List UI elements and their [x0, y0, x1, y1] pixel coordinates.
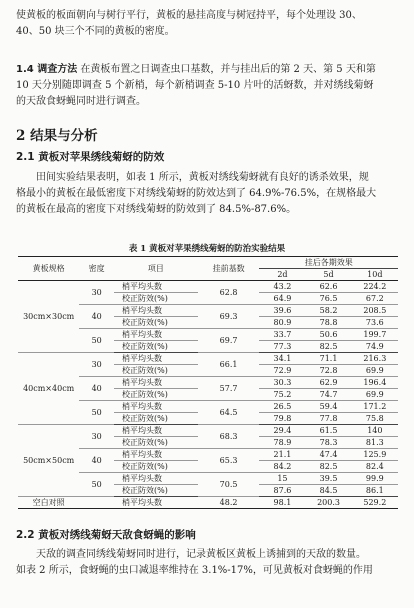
base-cell: 70.5: [198, 473, 260, 497]
text-line: 如表 2 所示，食蚜蝇的虫口减退率维持在 3.1%-17%，可见黄板对食蚜蝇的作用: [16, 565, 373, 576]
item-cell: 梢平均头数: [114, 329, 198, 341]
base-cell: 65.3: [198, 449, 260, 473]
value-cell: 80.9: [259, 317, 305, 329]
header-5d: 5d: [323, 269, 334, 279]
header-density: 密度: [88, 263, 105, 273]
item-cell: 校正防效(%): [114, 437, 198, 449]
value-cell: 29.4: [259, 425, 305, 437]
value-cell: 196.4: [352, 377, 398, 389]
density-cell: 30: [79, 353, 114, 377]
value-cell: 73.6: [352, 317, 398, 329]
value-cell: 74.9: [352, 341, 398, 353]
base-cell: 48.2: [219, 497, 238, 507]
value-cell: 62.9: [305, 377, 351, 389]
text-line: 天敌的调查同绣线菊蚜同时进行，记录黄板区黄板上诱捕到的天敌的数量。: [36, 549, 366, 560]
value-cell: 62.6: [305, 281, 351, 293]
item-cell: 梢平均头数: [114, 281, 198, 293]
value-cell: 75.2: [259, 389, 305, 401]
value-cell: 69.9: [352, 389, 398, 401]
value-cell: 71.1: [305, 353, 351, 365]
base-cell: 64.5: [198, 401, 260, 425]
spec-cell: 40cm×40cm: [18, 353, 79, 425]
table-caption: 表 1 黄板对苹果绣线菊蚜的防治实验结果: [128, 244, 286, 254]
value-cell: 47.4: [305, 449, 351, 461]
density-cell: 30: [79, 425, 114, 449]
density-cell: 50: [79, 401, 114, 425]
spec-cell: 30cm×30cm: [18, 281, 79, 353]
value-cell: 125.9: [352, 449, 398, 461]
base-cell: 57.7: [198, 377, 260, 401]
section-1-4-paragraph: [16, 62, 400, 110]
text-line: 的天敌食蚜蝇同时进行调查。: [16, 96, 146, 107]
value-cell: 77.3: [259, 341, 305, 353]
value-cell: 34.1: [259, 353, 305, 365]
value-cell: 30.3: [259, 377, 305, 389]
section-1-4-heading: 1.4 调查方法: [16, 64, 78, 75]
header-2d: 2d: [277, 269, 288, 279]
value-cell: 26.5: [259, 401, 305, 413]
value-cell: 82.4: [352, 461, 398, 473]
text-span: 在黄板布置之日调查虫口基数，并与挂出后的第 2 天、第 5 天和第: [77, 64, 376, 75]
value-cell: 59.4: [305, 401, 351, 413]
value-cell: 216.3: [352, 353, 398, 365]
value-cell: 84.2: [259, 461, 305, 473]
value-cell: 64.9: [259, 293, 305, 305]
item-cell: 校正防效(%): [114, 317, 198, 329]
item-cell: 校正防效(%): [114, 461, 198, 473]
value-cell: 74.7: [305, 389, 351, 401]
density-cell: 40: [79, 305, 114, 329]
section-2-2-heading: 2.2 黄板对绣线菊蚜天敌食蚜蝇的影响: [16, 529, 196, 541]
text-line: 格最小的黄板在最低密度下对绣线菊蚜的防效达到了 64.9%-76.5%，在规格最大: [16, 188, 377, 199]
value-cell: 72.8: [305, 365, 351, 377]
value-cell: 81.3: [352, 437, 398, 449]
value-cell: 78.3: [305, 437, 351, 449]
value-cell: 224.2: [352, 281, 398, 293]
header-spec: 黄板规格: [32, 263, 65, 273]
value-cell: 86.1: [352, 485, 398, 497]
value-cell: 200.3: [317, 497, 340, 507]
value-cell: 69.9: [352, 365, 398, 377]
control-row: [18, 497, 398, 509]
base-cell: 68.3: [198, 425, 260, 449]
value-cell: 21.1: [259, 449, 305, 461]
item-cell: 校正防效(%): [114, 365, 198, 377]
section-2-2-paragraph: [16, 547, 400, 579]
header-after: 挂后各期效果: [259, 257, 398, 269]
section-2-1-paragraph: [16, 170, 400, 218]
item-cell: 梢平均头数: [114, 305, 198, 317]
value-cell: 78.9: [259, 437, 305, 449]
section-2-1-heading: 2.1 黄板对苹果绣线菊蚜的防效: [16, 151, 165, 163]
density-cell: 40: [79, 449, 114, 473]
item-cell: 梢平均头数: [122, 497, 162, 507]
value-cell: 140: [352, 425, 398, 437]
item-cell: 梢平均头数: [114, 377, 198, 389]
results-table: [18, 256, 398, 509]
text-line: 田间实验结果表明，如表 1 所示，黄板对绣线菊蚜就有良好的诱杀效果，规: [36, 172, 369, 183]
value-cell: 529.2: [363, 497, 387, 507]
value-cell: 39.5: [305, 473, 351, 485]
value-cell: 33.7: [259, 329, 305, 341]
value-cell: 58.2: [305, 305, 351, 317]
base-cell: 62.8: [198, 281, 260, 305]
value-cell: 72.9: [259, 365, 305, 377]
base-cell: 66.1: [198, 353, 260, 377]
value-cell: 15: [259, 473, 305, 485]
section-2-heading: 2 结果与分析: [16, 128, 98, 144]
value-cell: 98.1: [273, 497, 292, 507]
value-cell: 84.5: [305, 485, 351, 497]
item-cell: 梢平均头数: [114, 473, 198, 485]
item-cell: 校正防效(%): [114, 389, 198, 401]
value-cell: 199.7: [352, 329, 398, 341]
density-cell: 50: [79, 473, 114, 497]
intro-paragraph: [16, 8, 400, 40]
value-cell: 82.5: [305, 341, 351, 353]
value-cell: 78.8: [305, 317, 351, 329]
value-cell: 75.8: [352, 413, 398, 425]
item-cell: 梢平均头数: [114, 449, 198, 461]
item-cell: 校正防效(%): [114, 341, 198, 353]
value-cell: 39.6: [259, 305, 305, 317]
table-row: [18, 353, 398, 365]
base-cell: 69.7: [198, 329, 260, 353]
value-cell: 171.2: [352, 401, 398, 413]
density-cell: 30: [79, 281, 114, 305]
value-cell: 77.8: [305, 413, 351, 425]
empty-cell: [79, 497, 114, 509]
value-cell: 61.5: [305, 425, 351, 437]
value-cell: 82.5: [305, 461, 351, 473]
header-item: 项目: [147, 263, 164, 273]
density-cell: 50: [79, 329, 114, 353]
text-line: 10 天分别随即调查 5 个新梢，每个新梢调查 5-10 片叶的活蚜数，并对绣线菊蚜: [16, 80, 374, 91]
table-body: [18, 281, 398, 509]
text-line: 使黄板的板面朝向与树行平行，黄板的悬挂高度与树冠持平，每个处理设 30、: [16, 10, 362, 21]
item-cell: 校正防效(%): [114, 485, 198, 497]
item-cell: 校正防效(%): [114, 293, 198, 305]
table-row: [18, 425, 398, 437]
item-cell: 梢平均头数: [114, 401, 198, 413]
value-cell: 43.2: [259, 281, 305, 293]
base-cell: 69.3: [198, 305, 260, 329]
control-label-cell: 空白对照: [32, 497, 65, 507]
item-cell: 梢平均头数: [114, 425, 198, 437]
header-base: 挂前基数: [212, 263, 245, 273]
value-cell: 76.5: [305, 293, 351, 305]
density-cell: 40: [79, 377, 114, 401]
text-line: [16, 62, 400, 78]
value-cell: 99.9: [352, 473, 398, 485]
value-cell: 87.6: [259, 485, 305, 497]
value-cell: 208.5: [352, 305, 398, 317]
text-line: 40、50 块三个不同的黄板的密度。: [16, 26, 175, 37]
value-cell: 79.8: [259, 413, 305, 425]
value-cell: 50.6: [305, 329, 351, 341]
item-cell: 校正防效(%): [114, 413, 198, 425]
value-cell: 67.2: [352, 293, 398, 305]
table-row: [18, 281, 398, 293]
header-10d: 10d: [367, 269, 383, 279]
spec-cell: 50cm×50cm: [18, 425, 79, 497]
item-cell: 梢平均头数: [114, 353, 198, 365]
text-line: 的黄板在最高的密度下对绣线菊蚜的防效到了 84.5%-87.6%。: [16, 204, 297, 215]
